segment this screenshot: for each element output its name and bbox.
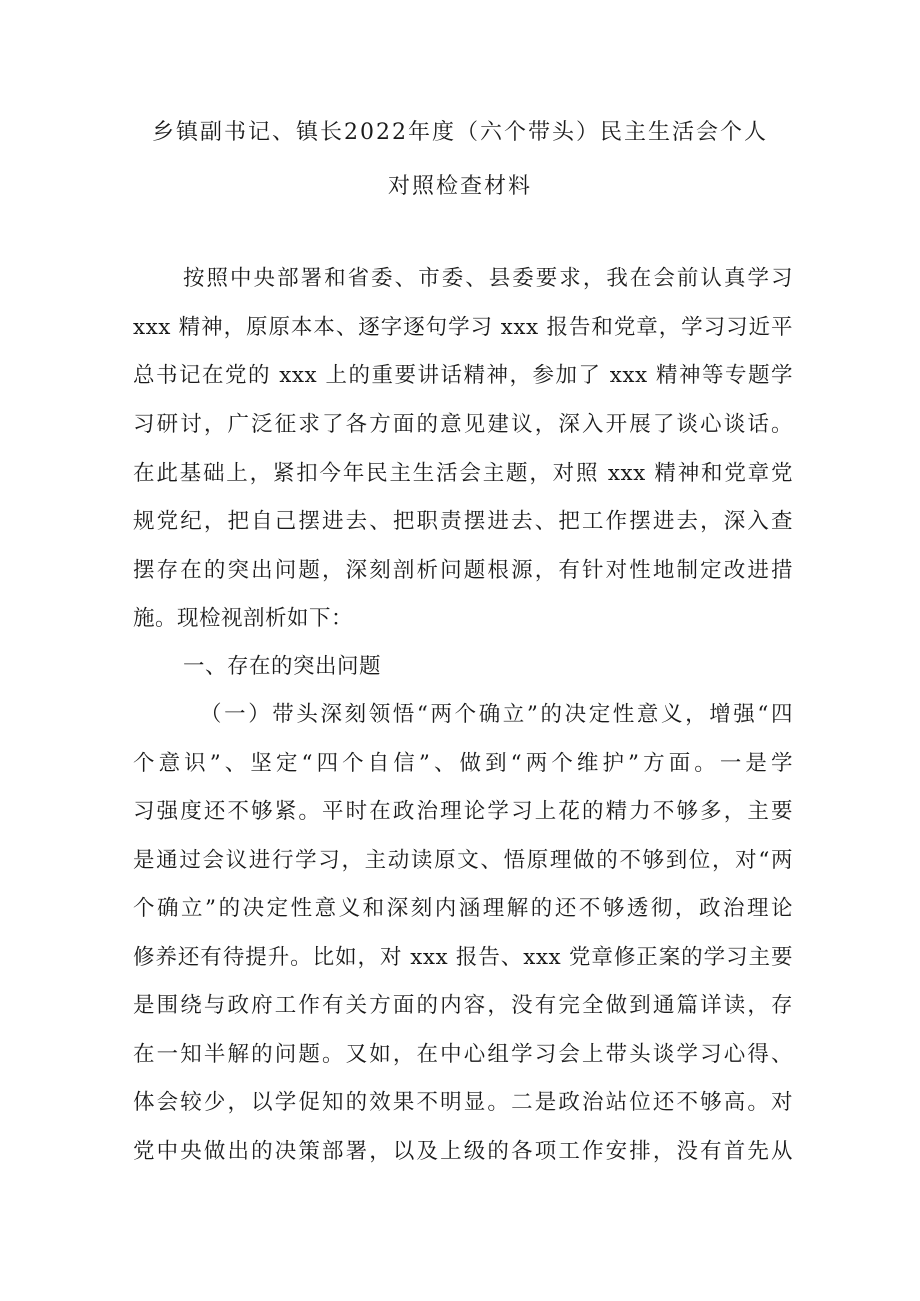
section-heading: 一、存在的突出问题 (183, 654, 382, 679)
paragraph-2-line: 修养还有待提升。比如，对 xxx 报告、xxx 党章修正案的学习主要 (133, 945, 793, 970)
paragraph-1-line: 按照中央部署和省委、市委、县委要求，我在会前认真学习 (183, 266, 793, 291)
paragraph-2-line: 个确立”的决定性意义和深刻内涵理解的还不够透彻，政治理论 (133, 896, 793, 921)
paragraph-1-line: 规党纪，把自己摆进去、把职责摆进去、把工作摆进去，深入查 (133, 509, 793, 534)
paragraph-1-line: 摆存在的突出问题，深刻剖析问题根源，有针对性地制定改进措 (133, 558, 793, 583)
document-title-line-1: 乡镇副书记、镇长2022年度（六个带头）民主生活会个人 (152, 120, 768, 145)
paragraph-1-line: xxx 精神，原原本本、逐字逐句学习 xxx 报告和党章，学习习近平 (133, 315, 793, 340)
document-title-line-2: 对照检查材料 (387, 174, 532, 199)
paragraph-2-line: 体会较少，以学促知的效果不明显。二是政治站位还不够高。对 (133, 1090, 793, 1115)
paragraph-2-line: 是围绕与政府工作有关方面的内容，没有完全做到通篇详读，存 (133, 993, 793, 1018)
paragraph-2-line: 党中央做出的决策部署，以及上级的各项工作安排，没有首先从 (133, 1139, 793, 1164)
paragraph-2-line: 个意识”、坚定“四个自信”、做到“两个维护”方面。一是学 (133, 751, 793, 776)
paragraph-1-line: 总书记在党的 xxx 上的重要讲话精神，参加了 xxx 精神等专题学 (133, 363, 793, 388)
paragraph-1-line: 施。现检视剖析如下： (133, 606, 354, 631)
paragraph-2-line: 在一知半解的问题。又如，在中心组学习会上带头谈学习心得、 (133, 1042, 793, 1067)
paragraph-1-line: 习研讨，广泛征求了各方面的意见建议，深入开展了谈心谈话。 (133, 412, 793, 437)
paragraph-2-line: 是通过会议进行学习，主动读原文、悟原理做的不够到位，对“两 (133, 848, 793, 873)
paragraph-2-line: （一）带头深刻领悟“两个确立”的决定性意义，增强“四 (200, 702, 793, 727)
paragraph-1-line: 在此基础上，紧扣今年民主生活会主题，对照 xxx 精神和党章党 (133, 461, 793, 486)
paragraph-2-line: 习强度还不够紧。平时在政治理论学习上花的精力不够多，主要 (133, 799, 793, 824)
